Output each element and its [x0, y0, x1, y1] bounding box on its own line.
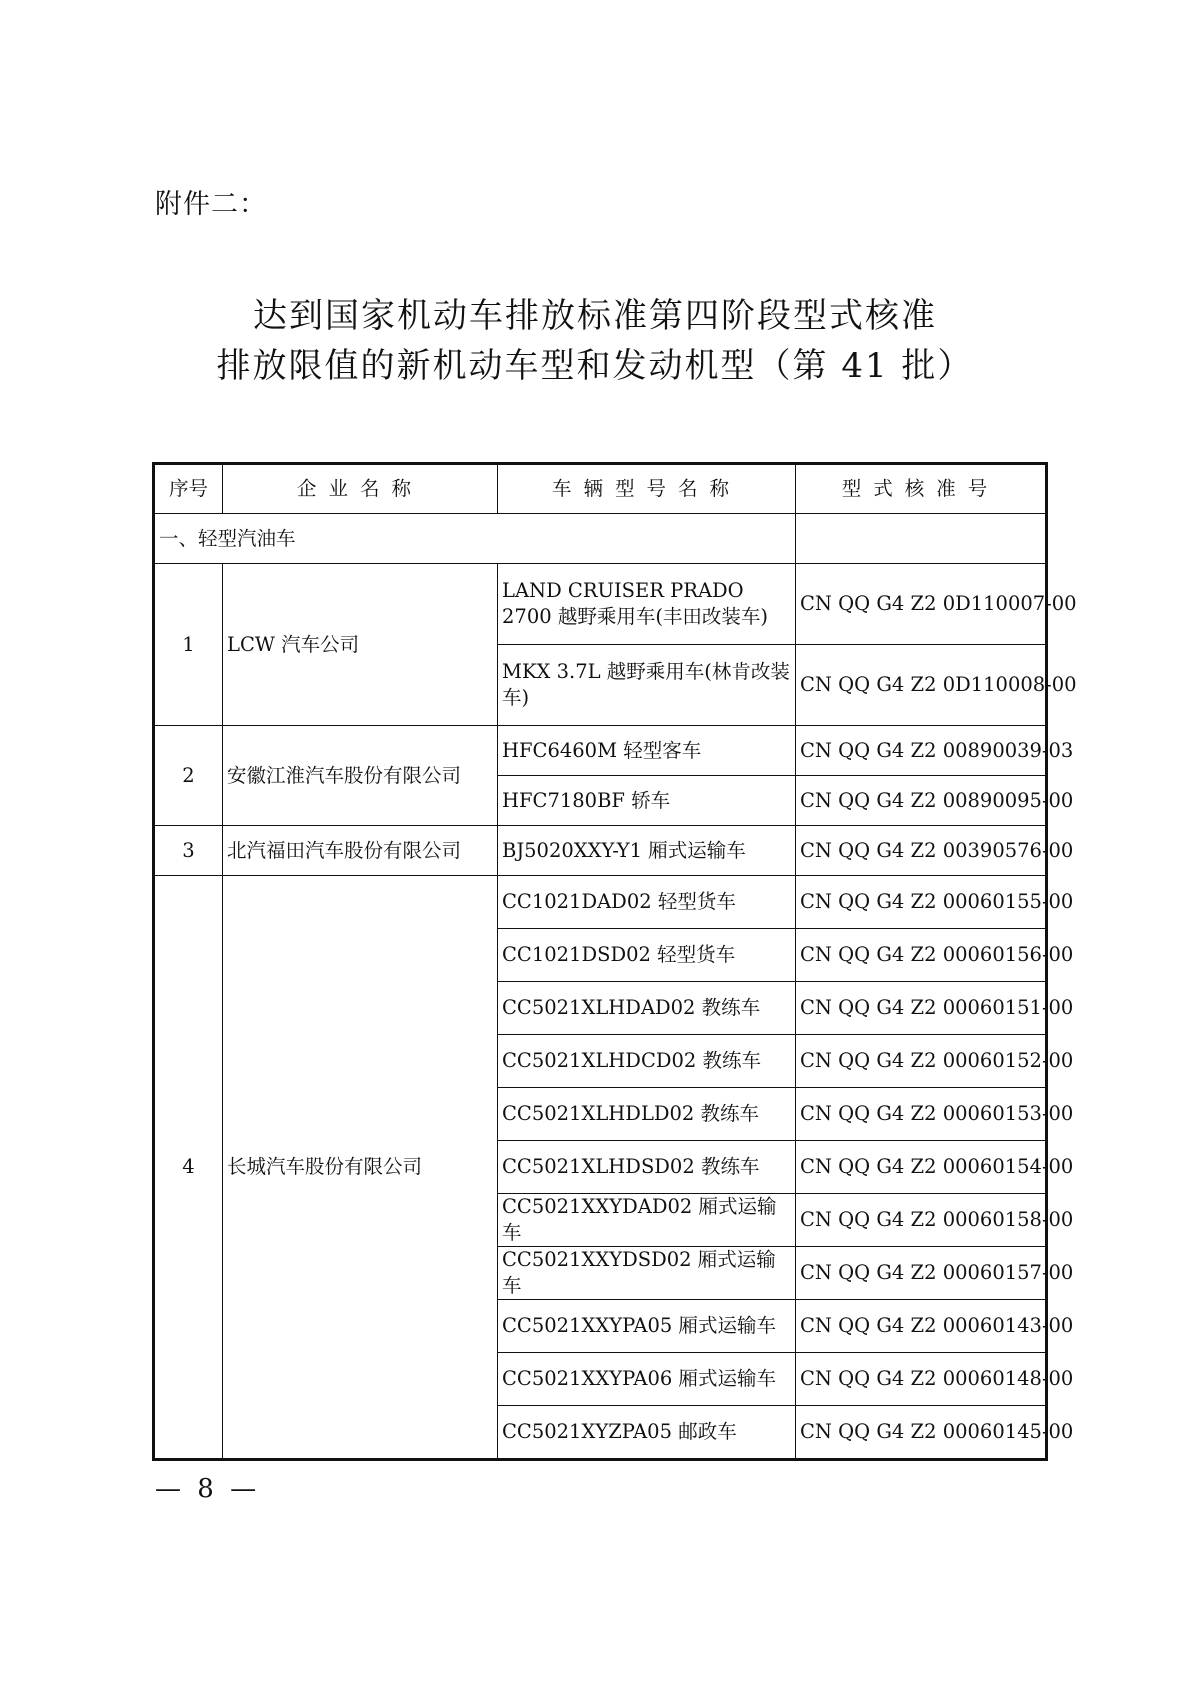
approval-code-cell: CN QQ G4 Z2 00060151-00: [796, 982, 1047, 1035]
table-row: [154, 564, 1047, 645]
approval-code-cell: CN QQ G4 Z2 00060148-00: [796, 1353, 1047, 1406]
approval-code-cell: CN QQ G4 Z2 00060152-00: [796, 1035, 1047, 1088]
approval-code-cell: CN QQ G4 Z2 00890095-00: [796, 776, 1047, 826]
approval-code-cell: CN QQ G4 Z2 00060154-00: [796, 1141, 1047, 1194]
model-cell: BJ5020XXY-Y1 厢式运输车: [498, 826, 796, 876]
model-cell: CC5021XLHDAD02 教练车: [498, 982, 796, 1035]
model-cell: LAND CRUISER PRADO 2700 越野乘用车(丰田改装车): [498, 564, 796, 645]
company-cell: 安徽江淮汽车股份有限公司: [223, 726, 498, 826]
company-cell: 北汽福田汽车股份有限公司: [223, 826, 498, 876]
approval-table: [152, 462, 1077, 1461]
company-cell: LCW 汽车公司: [223, 564, 498, 726]
model-cell: CC5021XXYDAD02 厢式运输车: [498, 1194, 796, 1247]
seq-cell: 3: [154, 826, 223, 876]
approval-code-cell: CN QQ G4 Z2 00060145-00: [796, 1406, 1047, 1460]
model-cell: CC1021DAD02 轻型货车: [498, 876, 796, 929]
model-cell: CC5021XXYPA05 厢式运输车: [498, 1300, 796, 1353]
approval-code-cell: CN QQ G4 Z2 00390576-00: [796, 826, 1047, 876]
document-title-line-1: 达到国家机动车排放标准第四阶段型式核准: [253, 296, 937, 336]
model-cell: CC1021DSD02 轻型货车: [498, 929, 796, 982]
company-cell: 长城汽车股份有限公司: [223, 876, 498, 1460]
approval-code-cell: CN QQ G4 Z2 00890039-03: [796, 726, 1047, 776]
model-cell: CC5021XXYDSD02 厢式运输车: [498, 1247, 796, 1300]
header-seq: 序号: [154, 464, 223, 514]
section-label: 一、轻型汽油车: [154, 514, 796, 564]
section-empty-cell: [796, 514, 1047, 564]
approval-code-cell: CN QQ G4 Z2 00060143-00: [796, 1300, 1047, 1353]
approval-code-cell: CN QQ G4 Z2 00060157-00: [796, 1247, 1047, 1300]
table-row: [154, 726, 1047, 776]
model-cell: CC5021XLHDLD02 教练车: [498, 1088, 796, 1141]
header-model: 车辆型号名称: [498, 464, 796, 514]
model-cell: MKX 3.7L 越野乘用车(林肯改装车): [498, 645, 796, 726]
approval-code-cell: CN QQ G4 Z2 0D110007-00: [796, 564, 1047, 645]
document-title-line-2: 排放限值的新机动车型和发动机型（第 41 批）: [216, 346, 974, 386]
model-cell: CC5021XLHDSD02 教练车: [498, 1141, 796, 1194]
table-row: [154, 826, 1047, 876]
table-row: [154, 876, 1047, 929]
seq-cell: 1: [154, 564, 223, 726]
approval-code-cell: CN QQ G4 Z2 0D110008-00: [796, 645, 1047, 726]
section-row: [154, 514, 1047, 564]
approval-code-cell: CN QQ G4 Z2 00060155-00: [796, 876, 1047, 929]
seq-cell: 2: [154, 726, 223, 826]
model-cell: CC5021XXYPA06 厢式运输车: [498, 1353, 796, 1406]
model-cell: HFC6460M 轻型客车: [498, 726, 796, 776]
header-company: 企业名称: [223, 464, 498, 514]
model-cell: CC5021XLHDCD02 教练车: [498, 1035, 796, 1088]
attachment-label: 附件二：: [155, 189, 267, 220]
table-header-row: [154, 464, 1047, 514]
approval-code-cell: CN QQ G4 Z2 00060156-00: [796, 929, 1047, 982]
approval-code-cell: CN QQ G4 Z2 00060153-00: [796, 1088, 1047, 1141]
header-approval-code: 型式核准号: [796, 464, 1047, 514]
seq-cell: 4: [154, 876, 223, 1460]
model-cell: HFC7180BF 轿车: [498, 776, 796, 826]
page-number: — 8 —: [155, 1474, 261, 1504]
approval-code-cell: CN QQ G4 Z2 00060158-00: [796, 1194, 1047, 1247]
model-cell: CC5021XYZPA05 邮政车: [498, 1406, 796, 1460]
